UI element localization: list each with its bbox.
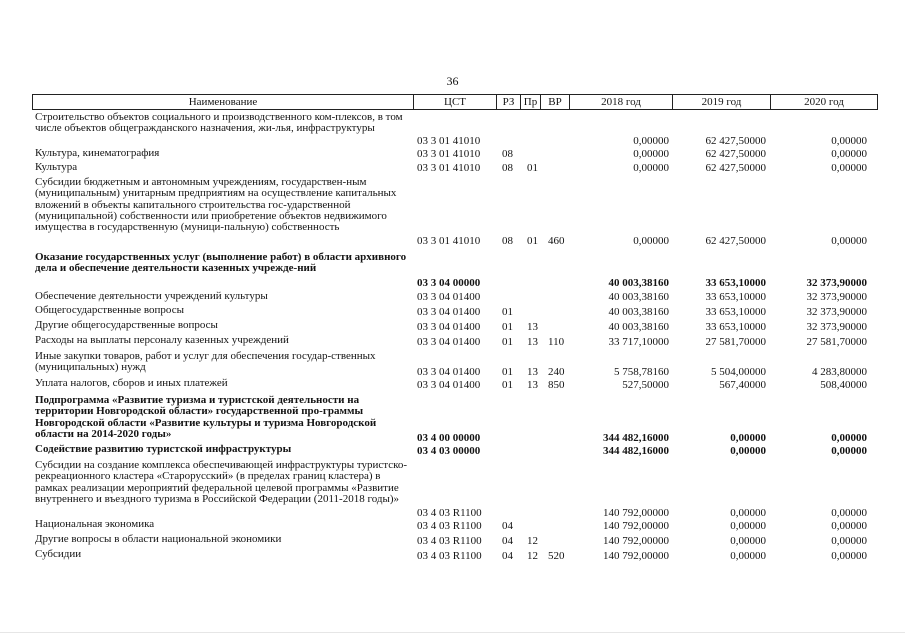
row-rz: 01 <box>502 366 513 378</box>
row-rz: 04 <box>502 535 513 547</box>
table-row <box>0 252 905 289</box>
row-2020: 0,00000 <box>831 507 867 519</box>
row-pr: 13 <box>527 336 538 348</box>
row-2019: 0,00000 <box>730 535 766 547</box>
row-2020: 0,00000 <box>831 550 867 562</box>
row-cst: 03 4 03 00000 <box>417 445 481 457</box>
table-row <box>0 378 905 391</box>
row-2019: 62 427,50000 <box>705 162 766 174</box>
table-row <box>0 395 905 444</box>
row-2020: 0,00000 <box>831 162 867 174</box>
header-rz: РЗ <box>497 95 521 109</box>
row-rz: 08 <box>502 235 513 247</box>
row-2019: 62 427,50000 <box>705 235 766 247</box>
row-name: Оказание государственных услуг (выполнение работ) в области архивного дела и обеспечение деятельности казенных учрежде-ний <box>35 251 407 275</box>
row-2018: 0,00000 <box>633 162 669 174</box>
row-name: Расходы на выплаты персоналу казенных учреждений <box>35 334 289 346</box>
row-cst: 03 3 04 01400 <box>417 321 481 333</box>
row-2019: 62 427,50000 <box>705 148 766 160</box>
table-row <box>0 335 905 348</box>
table-row <box>0 177 905 247</box>
row-name: Субсидии на создание комплекса обеспечивающей инфраструктуры туристско-рекреационного кластера «Старорусский» (в пределах границ кластера) в рамках реализации мероприятий федеральной целевой программы «Развитие внутреннего и въездного туризма в Российской Федерации (2011-2018 годы)» <box>35 459 408 505</box>
row-2019: 567,40000 <box>719 379 766 391</box>
header-name: Наименование <box>33 95 414 109</box>
row-2018: 140 792,00000 <box>603 535 669 547</box>
row-vr: 520 <box>548 550 565 562</box>
row-2018: 40 003,38160 <box>608 321 669 333</box>
table-row <box>0 444 905 457</box>
row-name: Национальная экономика <box>35 518 155 530</box>
row-name: Культура, кинематография <box>35 147 160 159</box>
row-pr: 01 <box>527 235 538 247</box>
row-2019: 0,00000 <box>730 507 766 519</box>
row-cst: 03 3 01 41010 <box>417 135 481 147</box>
row-vr: 460 <box>548 235 565 247</box>
row-name: Другие общегосударственные вопросы <box>35 319 218 331</box>
row-cst: 03 3 01 41010 <box>417 148 481 160</box>
row-pr: 13 <box>527 366 538 378</box>
row-cst: 03 3 01 41010 <box>417 162 481 174</box>
row-2018: 140 792,00000 <box>603 520 669 532</box>
row-name: Общегосударственные вопросы <box>35 304 184 316</box>
row-cst: 03 3 04 01400 <box>417 379 481 391</box>
row-name: Субсидии бюджетным и автономным учреждениям, государствен-ным (муниципальным) унитарным предприятиям на осуществление капитальных вложений в объекты капитального строительства гос-ударственной (муниципальной) собственности или приобретение объектов недвижимого имущества в государственную (муници-пальную) собственность <box>35 176 397 234</box>
row-2020: 0,00000 <box>831 235 867 247</box>
row-name: Субсидии <box>35 548 82 560</box>
row-vr: 850 <box>548 379 565 391</box>
row-2019: 27 581,70000 <box>705 336 766 348</box>
header-2018: 2018 год <box>570 95 673 109</box>
row-2019: 33 653,10000 <box>705 291 766 303</box>
row-rz: 01 <box>502 306 513 318</box>
row-pr: 12 <box>527 550 538 562</box>
row-2019: 62 427,50000 <box>705 135 766 147</box>
row-cst: 03 3 01 41010 <box>417 235 481 247</box>
row-2018: 344 482,16000 <box>603 445 669 457</box>
row-rz: 08 <box>502 148 513 160</box>
row-2018: 0,00000 <box>633 135 669 147</box>
table-row <box>0 549 905 562</box>
row-2020: 0,00000 <box>831 148 867 160</box>
row-2019: 0,00000 <box>730 520 766 532</box>
row-cst: 03 3 04 01400 <box>417 366 481 378</box>
row-2019: 33 653,10000 <box>705 306 766 318</box>
row-2018: 0,00000 <box>633 148 669 160</box>
row-2020: 508,40000 <box>820 379 867 391</box>
row-cst: 03 4 00 00000 <box>417 432 481 444</box>
row-2020: 0,00000 <box>831 135 867 147</box>
row-2020: 27 581,70000 <box>806 336 867 348</box>
table-row <box>0 351 905 378</box>
header-pr: Пр <box>521 95 541 109</box>
table-row <box>0 112 905 147</box>
row-pr: 01 <box>527 162 538 174</box>
row-2019: 33 653,10000 <box>705 277 766 289</box>
row-2020: 32 373,90000 <box>806 291 867 303</box>
row-2020: 32 373,90000 <box>806 321 867 333</box>
header-2019: 2019 год <box>673 95 771 109</box>
header-cst: ЦСТ <box>414 95 497 109</box>
row-name: Иные закупки товаров, работ и услуг для обеспечения государ-ственных (муниципальных) нужд <box>35 350 376 374</box>
row-2018: 0,00000 <box>633 235 669 247</box>
row-2018: 5 758,78160 <box>614 366 669 378</box>
scan-artifact-line <box>0 632 905 633</box>
row-cst: 03 4 03 R1100 <box>417 550 482 562</box>
row-pr: 12 <box>527 535 538 547</box>
row-name: Подпрограмма «Развитие туризма и туристской деятельности на территории Новгородской области» государственной про-граммы Новгородской области «Развитие культуры и туризма Новгородской области на 2014-2020 годы» <box>35 394 377 440</box>
table-row <box>0 534 905 547</box>
row-2018: 527,50000 <box>622 379 669 391</box>
table-header <box>32 94 878 110</box>
row-name: Культура <box>35 161 78 173</box>
row-2020: 0,00000 <box>831 535 867 547</box>
row-2019: 0,00000 <box>730 445 766 457</box>
row-2018: 40 003,38160 <box>608 306 669 318</box>
table-row <box>0 519 905 532</box>
row-vr: 240 <box>548 366 565 378</box>
row-name: Обеспечение деятельности учреждений культуры <box>35 290 268 302</box>
row-2018: 140 792,00000 <box>603 550 669 562</box>
row-2019: 0,00000 <box>730 432 766 444</box>
row-name: Содействие развитию туристской инфраструктуры <box>35 443 292 455</box>
table-row <box>0 162 905 174</box>
row-2020: 0,00000 <box>831 520 867 532</box>
row-pr: 13 <box>527 321 538 333</box>
row-rz: 01 <box>502 321 513 333</box>
row-cst: 03 3 04 01400 <box>417 291 481 303</box>
row-cst: 03 4 03 R1100 <box>417 520 482 532</box>
row-2019: 0,00000 <box>730 550 766 562</box>
row-name: Уплата налогов, сборов и иных платежей <box>35 377 228 389</box>
row-2018: 140 792,00000 <box>603 507 669 519</box>
table-row <box>0 320 905 333</box>
table-row <box>0 291 905 303</box>
row-vr: 110 <box>548 336 565 348</box>
row-rz: 01 <box>502 336 513 348</box>
row-cst: 03 3 04 00000 <box>417 277 481 289</box>
row-2018: 40 003,38160 <box>608 291 669 303</box>
row-cst: 03 4 03 R1100 <box>417 507 482 519</box>
row-2020: 0,00000 <box>831 432 867 444</box>
row-2020: 0,00000 <box>831 445 867 457</box>
row-2020: 32 373,90000 <box>806 277 867 289</box>
row-rz: 08 <box>502 162 513 174</box>
row-2018: 40 003,38160 <box>608 277 669 289</box>
row-rz: 01 <box>502 379 513 391</box>
row-2018: 344 482,16000 <box>603 432 669 444</box>
row-rz: 04 <box>502 550 513 562</box>
row-cst: 03 3 04 01400 <box>417 306 481 318</box>
row-pr: 13 <box>527 379 538 391</box>
row-rz: 04 <box>502 520 513 532</box>
row-2019: 33 653,10000 <box>705 321 766 333</box>
table-row <box>0 148 905 160</box>
row-2019: 5 504,00000 <box>711 366 766 378</box>
row-cst: 03 4 03 R1100 <box>417 535 482 547</box>
row-2018: 33 717,10000 <box>608 336 669 348</box>
page-number: 36 <box>446 74 459 88</box>
row-name: Строительство объектов социального и производственного ком-плексов, в том числе объектов общегражданского назначения, жи-лья, инфраструктуры <box>35 111 403 135</box>
row-cst: 03 3 04 01400 <box>417 336 481 348</box>
row-2020: 32 373,90000 <box>806 306 867 318</box>
header-2020: 2020 год <box>804 96 844 108</box>
row-2020: 4 283,80000 <box>812 366 867 378</box>
table-row <box>0 460 905 519</box>
table-row <box>0 305 905 318</box>
header-vr: ВР <box>541 95 570 109</box>
row-name: Другие вопросы в области национальной экономики <box>35 533 282 545</box>
